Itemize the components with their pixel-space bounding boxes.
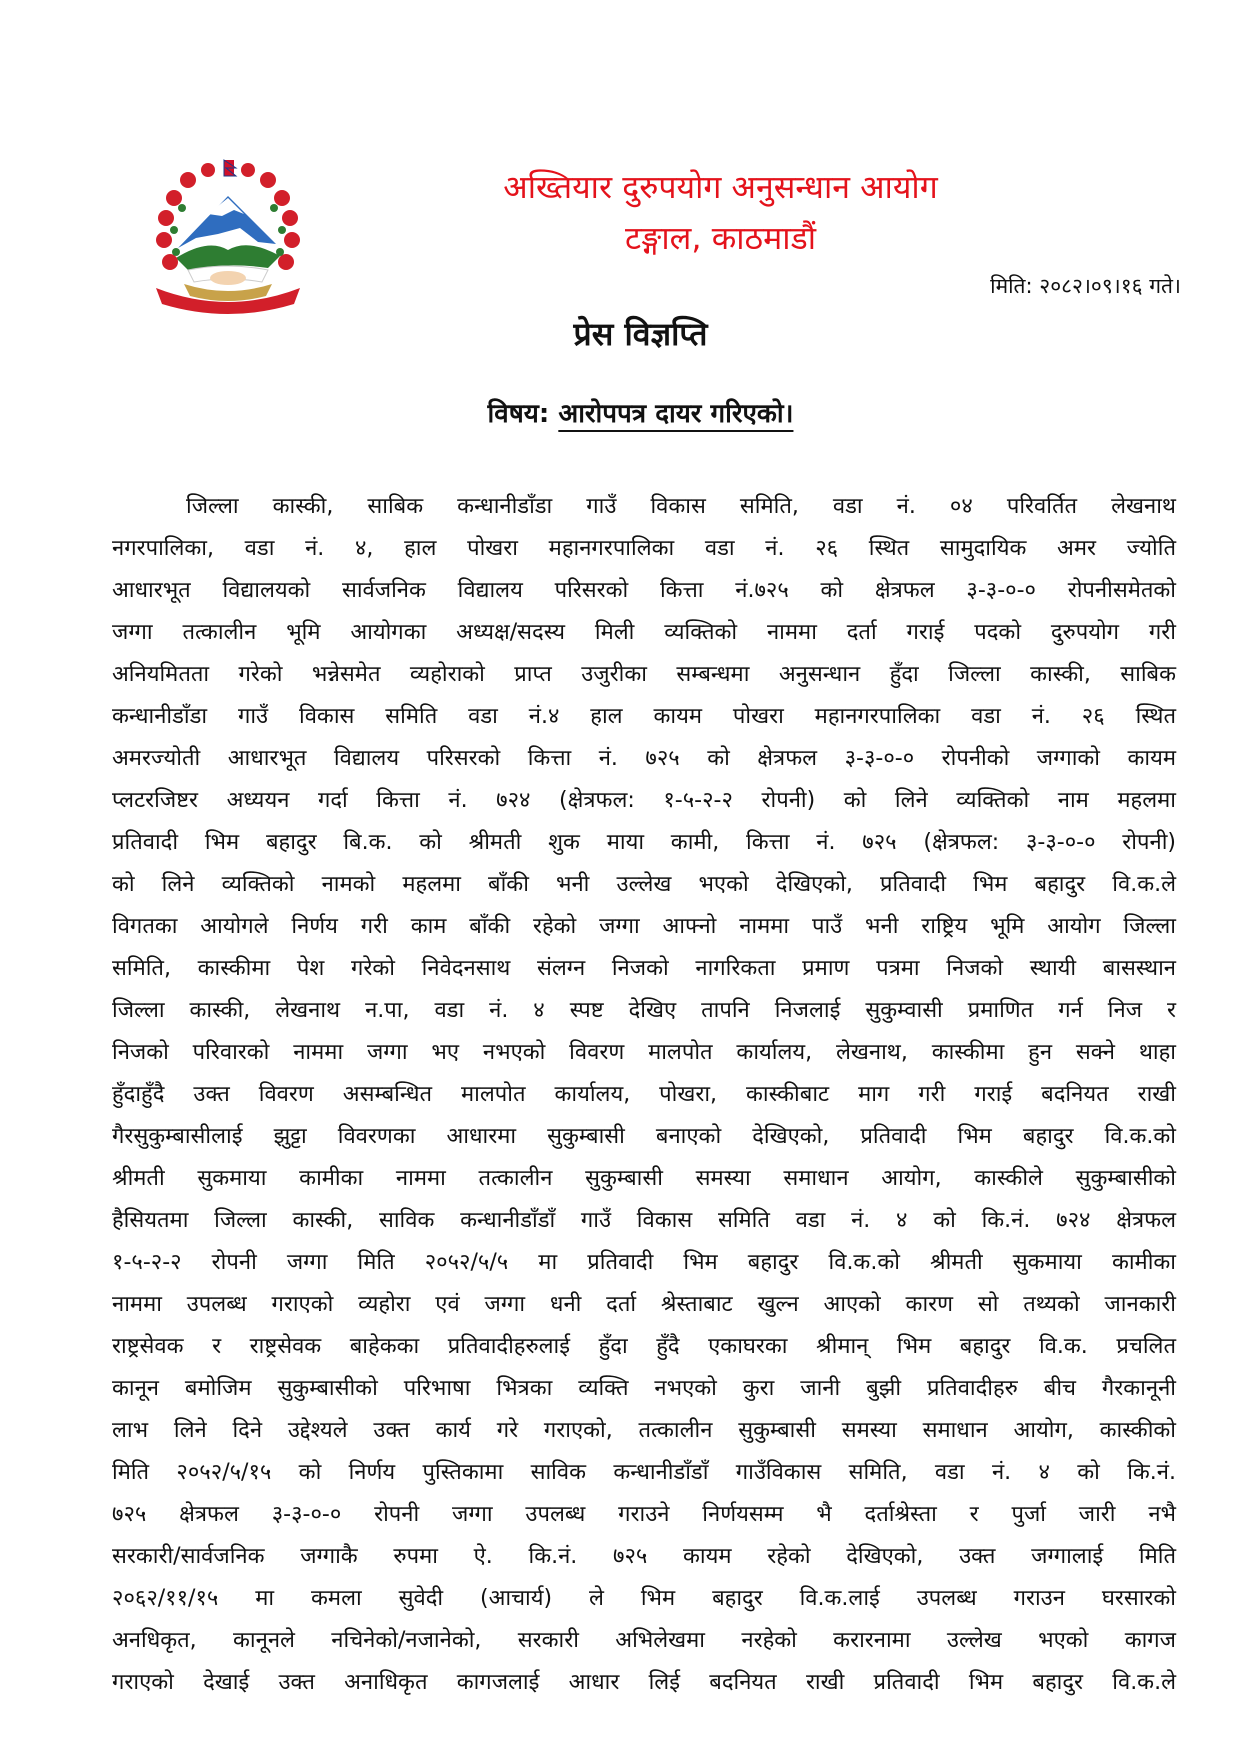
subject-label: विषय:	[487, 399, 550, 429]
body-line: समिति, कास्कीमा पेश गरेको निवेदनसाथ संलग्न निजको नागरिकता प्रमाण पत्रमा निजको स्थायी बासस्थान	[112, 956, 1176, 981]
body-line: ७२५ क्षेत्रफल ३-३-०-० रोपनी जग्गा उपलब्ध गराउने निर्णयसम्म भै दर्ताश्रेस्ता र पुर्जा जारी नभै	[112, 1502, 1176, 1527]
org-name: अख्तियार दुरुपयोग अनुसन्धान आयोग	[503, 168, 938, 206]
body-line: हुँदाहुँदै उक्त विवरण असम्बन्धित मालपोत कार्यालय, पोखरा, कास्कीबाट माग गरी गराई बदनियत राखी	[112, 1082, 1176, 1107]
body-line: गैरसुकुम्बासीलाई झुट्टा विवरणका आधारमा सुकुम्बासी बनाएको देखिएको, प्रतिवादी भिम बहादुर वि.क.को	[112, 1124, 1176, 1149]
document-title: प्रेस विज्ञप्ति	[573, 315, 708, 353]
body-line: लाभ लिने दिने उद्देश्यले उक्त कार्य गरे गराएको, तत्कालीन सुकुम्बासी समस्या समाधान आयोग, कास्कीको	[112, 1418, 1176, 1443]
body-line: प्लटरजिष्टर अध्ययन गर्दा कित्ता नं. ७२४ (क्षेत्रफल: १-५-२-२ रोपनी) को लिने व्यक्तिको नाम महलमा	[112, 788, 1176, 813]
org-location: टङ्गाल, काठमाडौं	[624, 219, 816, 257]
body-line: सरकारी/सार्वजनिक जग्गाकै रुपमा ऐ. कि.नं. ७२५ कायम रहेको देखिएको, उक्त जग्गालाई मिति	[112, 1544, 1176, 1569]
body-line: जिल्ला कास्की, साबिक कन्धानीडाँडा गाउँ विकास समिति, वडा नं. ०४ परिवर्तित लेखनाथ	[186, 494, 1176, 519]
body-line: कन्धानीडाँडा गाउँ विकास समिति वडा नं.४ हाल कायम पोखरा महानगरपालिका वडा नं. २६ स्थित	[112, 704, 1176, 729]
body-line: प्रतिवादी भिम बहादुर बि.क. को श्रीमती शुक माया कामी, कित्ता नं. ७२५ (क्षेत्रफल: ३-३-०-० रोपनी)	[112, 830, 1176, 855]
body-line: गराएको देखाई उक्त अनाधिकृत कागजलाई आधार लिई बदनियत राखी प्रतिवादी भिम बहादुर वि.क.ले	[112, 1670, 1176, 1695]
body-line: १-५-२-२ रोपनी जग्गा मिति २०५२/५/५ मा प्रतिवादी भिम बहादुर वि.क.को श्रीमती सुकमाया कामीका	[112, 1250, 1176, 1275]
body-line: मिति २०५२/५/१५ को निर्णय पुस्तिकामा साविक कन्धानीडाँडाँ गाउँविकास समिति, वडा नं. ४ को कि.नं.	[112, 1460, 1176, 1485]
body-line: नगरपालिका, वडा नं. ४, हाल पोखरा महानगरपालिका वडा नं. २६ स्थित सामुदायिक अमर ज्योति	[112, 536, 1176, 561]
body-line: जिल्ला कास्की, लेखनाथ न.पा, वडा नं. ४ स्पष्ट देखिए तापनि निजलाई सुकुम्वासी प्रमाणित गर्न निज र	[112, 998, 1176, 1023]
body-line: श्रीमती सुकमाया कामीका नाममा तत्कालीन सुकुम्बासी समस्या समाधान आयोग, कास्कीले सुकुम्बासीको	[112, 1166, 1176, 1191]
body-line: अमरज्योती आधारभूत विद्यालय परिसरको कित्ता नं. ७२५ को क्षेत्रफल ३-३-०-० रोपनीको जग्गाको कायम	[112, 746, 1176, 771]
body-line: को लिने व्यक्तिको नामको महलमा बाँकी भनी उल्लेख भएको देखिएको, प्रतिवादी भिम बहादुर वि.क.ले	[112, 872, 1176, 897]
body-line: राष्ट्रसेवक र राष्ट्रसेवक बाहेकका प्रतिवादीहरुलाई हुँदा हुँदै एकाघरका श्रीमान् भिम बहादुर वि.क. प्रचलित	[112, 1334, 1176, 1359]
body-line: अनधिकृत, कानूनले नचिनेको/नजानेको, सरकारी अभिलेखमा नरहेको करारनामा उल्लेख भएको कागज	[112, 1628, 1176, 1653]
subject-text: आरोपपत्र दायर गरिएको।	[558, 399, 794, 429]
body-paragraph	[112, 486, 1176, 1704]
body-line: कानून बमोजिम सुकुम्बासीको परिभाषा भित्रका व्यक्ति नभएको कुरा जानी बुझी प्रतिवादीहरु बीच गैरकानूनी	[112, 1376, 1176, 1401]
body-line: विगतका आयोगले निर्णय गरी काम बाँकी रहेको जग्गा आफ्नो नाममा पाउँ भनी राष्ट्रिय भूमि आयोग जिल्ला	[112, 914, 1176, 939]
body-line: नाममा उपलब्ध गराएको व्यहोरा एवं जग्गा धनी दर्ता श्रेस्ताबाट खुल्न आएको कारण सो तथ्यको जानकारी	[112, 1292, 1176, 1317]
body-line: अनियमितता गरेको भन्नेसमेत व्यहोराको प्राप्त उजुरीका सम्बन्धमा अनुसन्धान हुँदा जिल्ला कास्की, साबिक	[112, 662, 1176, 687]
body-line: जग्गा तत्कालीन भूमि आयोगका अध्यक्ष/सदस्य मिली व्यक्तिको नाममा दर्ता गराई पदको दुरुपयोग गरी	[112, 620, 1176, 645]
document-date: मिति: २०८२।०९।१६ गते।	[990, 274, 1181, 298]
body-line: हैसियतमा जिल्ला कास्की, साविक कन्धानीडाँडाँ गाउँ विकास समिति वडा नं. ४ को कि.नं. ७२४ क्षेत्रफल	[112, 1208, 1176, 1233]
body-line: आधारभूत विद्यालयको सार्वजनिक विद्यालय परिसरको कित्ता नं.७२५ को क्षेत्रफल ३-३-०-० रोपनीसमेतको	[112, 578, 1176, 603]
subject-line	[0, 394, 1241, 430]
body-line: २०६२/११/१५ मा कमला सुवेदी (आचार्य) ले भिम बहादुर वि.क.लाई उपलब्ध गराउन घरसारको	[112, 1586, 1176, 1611]
body-line: निजको परिवारको नाममा जग्गा भए नभएको विवरण मालपोत कार्यालय, लेखनाथ, कास्कीमा हुन सक्ने थाहा	[112, 1040, 1176, 1065]
